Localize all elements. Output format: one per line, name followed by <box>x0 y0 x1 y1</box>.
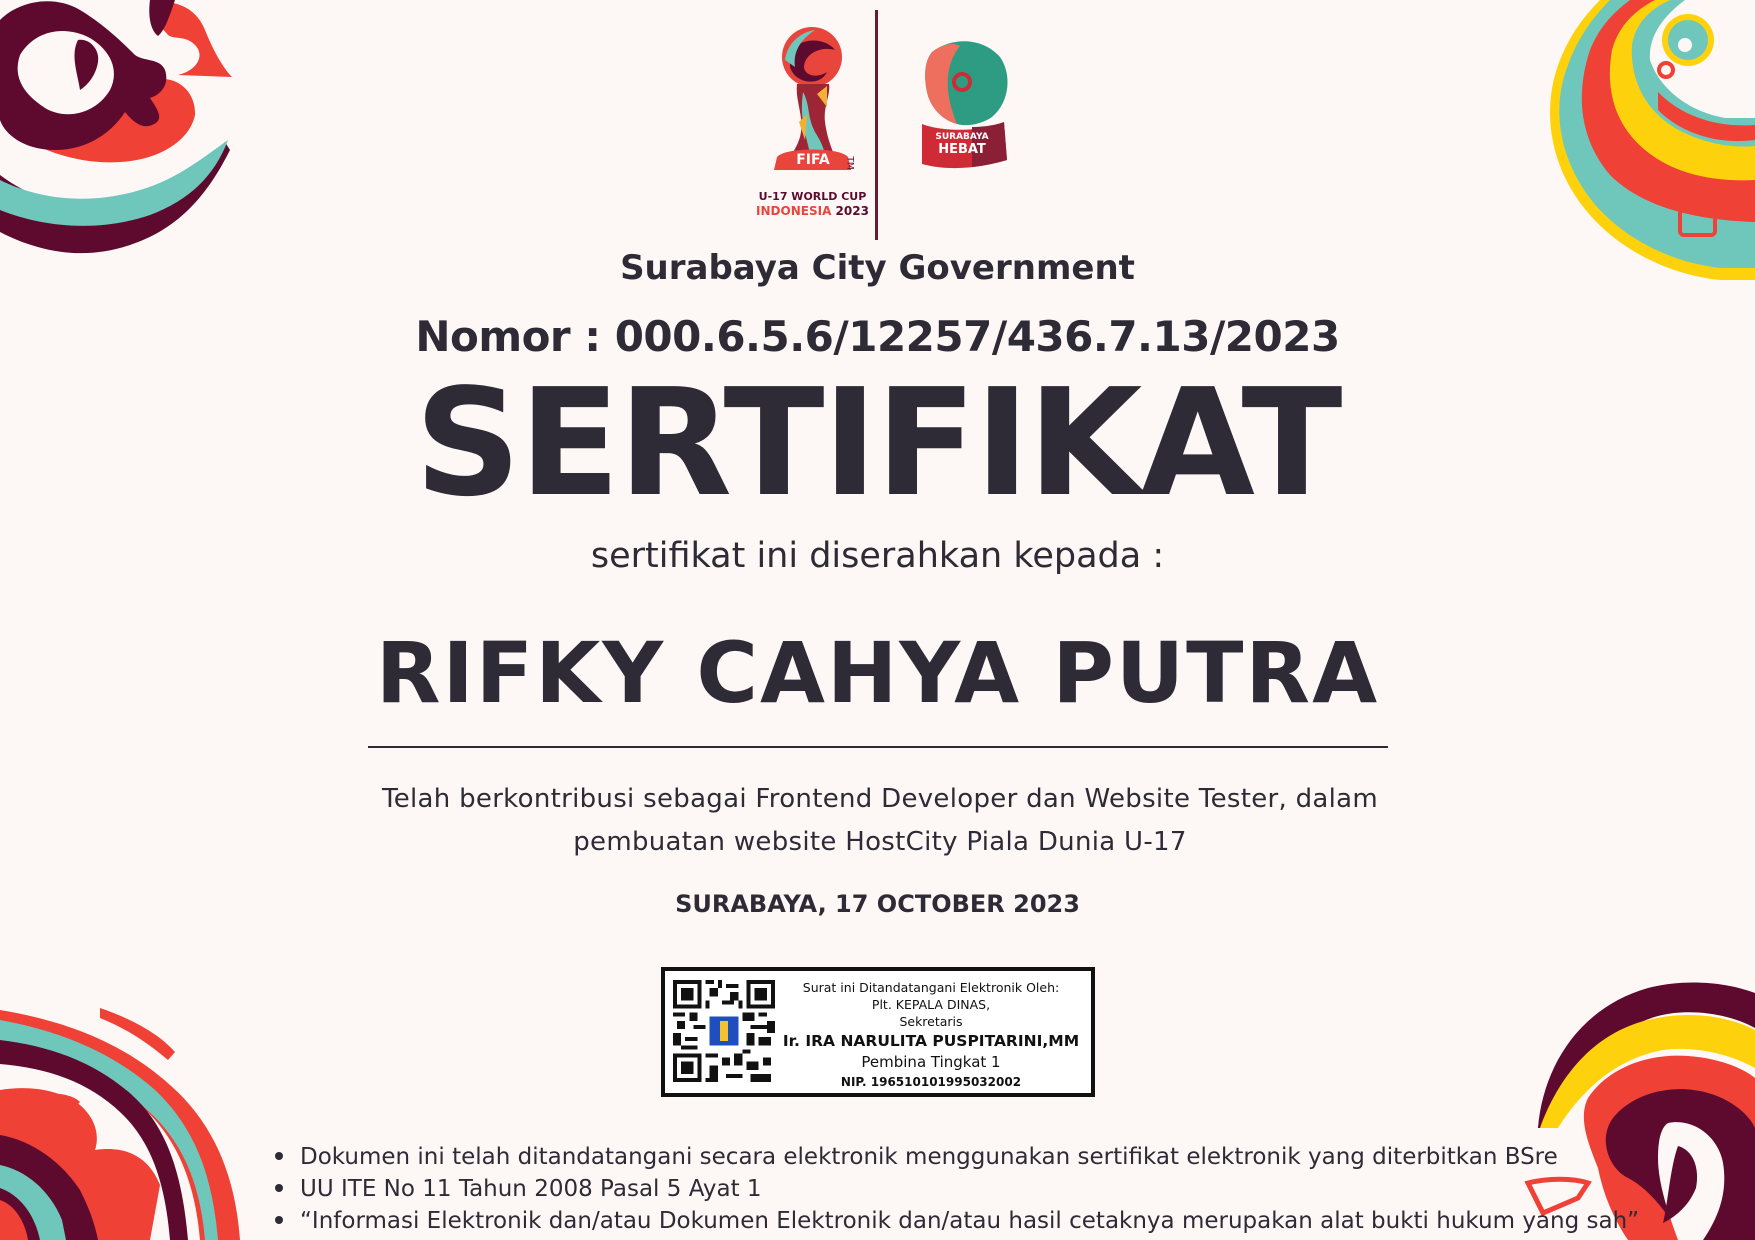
fifa-u17-logo <box>755 22 870 222</box>
legal-note <box>275 1141 1639 1173</box>
signer-rank: Pembina Tingkat 1 <box>861 1053 1001 1071</box>
ornament-top-left-icon <box>0 0 240 270</box>
bullet-icon <box>275 1184 283 1192</box>
host-country: INDONESIA <box>756 204 832 218</box>
hebat-label: HEBAT <box>938 142 986 157</box>
legal-note <box>275 1173 1639 1205</box>
surabaya-label: SURABAYA <box>935 132 989 142</box>
signer-name: Ir. IRA NARULITA PUSPITARINI,MM <box>782 1032 1080 1050</box>
bullet-icon <box>275 1152 283 1160</box>
given-to-label: sertifikat ini diserahkan kepada : <box>590 536 1165 576</box>
fifa-badge: FIFA <box>796 152 830 168</box>
legal-notes-list <box>275 1141 1639 1237</box>
host-year: 2023 <box>835 204 869 218</box>
description-line-2: pembuatan website HostCity Piala Dunia U-17 <box>573 827 1187 857</box>
logo-divider <box>875 10 878 240</box>
contribution-description <box>340 778 1420 864</box>
ornament-top-right-icon <box>1520 0 1755 285</box>
surabaya-hebat-logo <box>912 32 1012 172</box>
name-underline <box>368 746 1388 748</box>
legal-note-text: UU ITE No 11 Tahun 2008 Pasal 5 Ayat 1 <box>300 1176 762 1202</box>
electronic-signature-box <box>661 967 1095 1097</box>
signer-position: Plt. KEPALA DINAS, <box>871 997 991 1012</box>
signer-role: Sekretaris <box>899 1014 963 1029</box>
place-date: SURABAYA, 17 OCTOBER 2023 <box>675 890 1080 918</box>
legal-note-text: Dokumen ini telah ditandatangani secara elektronik menggunakan sertifikat elektronik yang diterbitkan BSre <box>300 1144 1558 1170</box>
certificate-title: SERTIFIKAT <box>414 357 1341 529</box>
fifa-event-label: U-17 WORLD CUP <box>758 190 867 203</box>
legal-note-text: “Informasi Elektronik dan/atau Dokumen Elektronik dan/atau hasil cetaknya merupakan alat bukti hukum yang sah” <box>300 1208 1640 1234</box>
trademark-label: TM <box>844 156 855 170</box>
signature-details <box>781 979 1081 1092</box>
fifa-host-label <box>745 204 880 218</box>
description-line-1: Telah berkontribusi sebagai Frontend Developer dan Website Tester, dalam <box>381 784 1379 814</box>
trophy-icon <box>755 22 870 172</box>
certificate-number: Nomor : 000.6.5.6/12257/436.7.13/2023 <box>415 312 1340 361</box>
qr-code-icon <box>673 980 775 1082</box>
signed-by-label: Surat ini Ditandatangani Elektronik Oleh: <box>802 980 1060 995</box>
issuer-heading: Surabaya City Government <box>620 248 1135 288</box>
bullet-icon <box>275 1216 283 1224</box>
signer-nip: NIP. 196510101995032002 <box>840 1075 1022 1089</box>
ornament-bottom-left-icon <box>0 990 260 1240</box>
recipient-name: RIFKY CAHYA PUTRA <box>375 624 1380 722</box>
legal-note <box>275 1205 1639 1237</box>
